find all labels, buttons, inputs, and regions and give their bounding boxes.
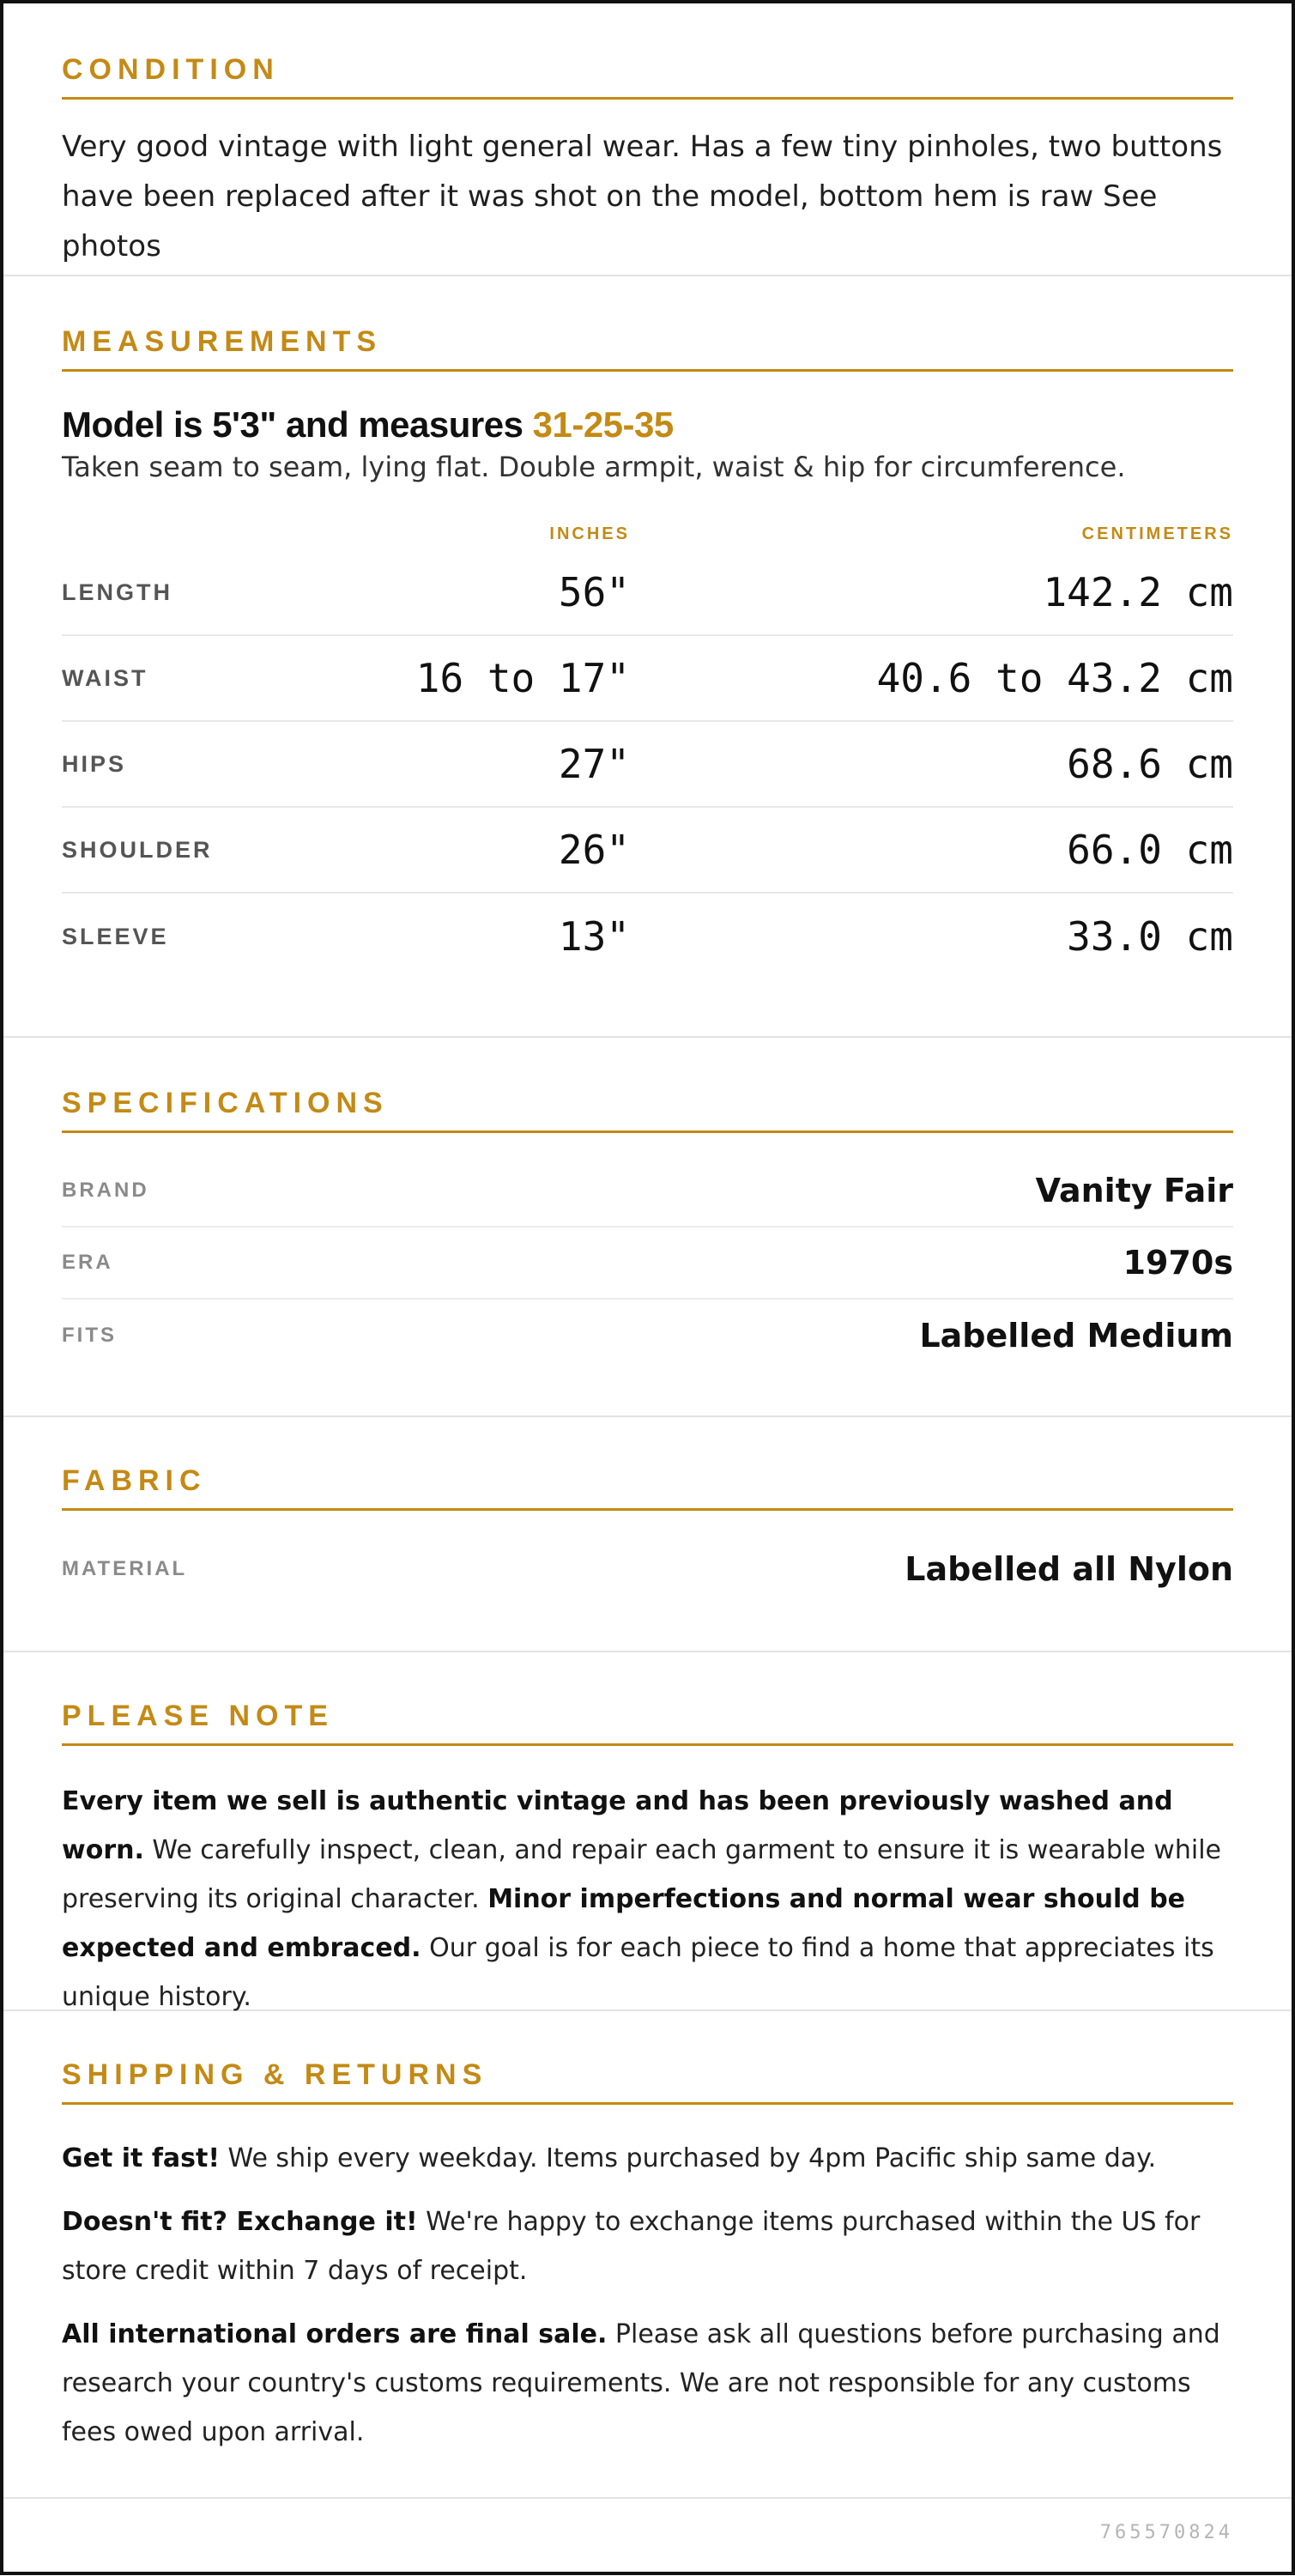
model-figure: 31-25-35	[532, 404, 674, 445]
spec-label: BRAND	[62, 1179, 149, 1202]
condition-heading: CONDITION	[62, 53, 1233, 100]
shipping-paragraph	[62, 2310, 1233, 2457]
fabric-value: Labelled all Nylon	[905, 1550, 1233, 1588]
measurements-section	[3, 276, 1292, 1038]
spec-value: 1970s	[1123, 1244, 1233, 1282]
note-text-1: We carefully inspect, clean, and repair each garment to ensure it is wearable while preserving its original character.	[62, 1835, 1221, 1914]
measurement-inches: 16 to 17"	[415, 655, 630, 701]
please-note-section	[3, 1652, 1292, 2011]
measurement-label: SHOULDER	[62, 836, 213, 863]
specifications-heading: SPECIFICATIONS	[62, 1087, 1233, 1133]
model-prefix: Model is 5'3" and measures	[62, 404, 533, 445]
shipping-text: We ship every weekday. Items purchased by 4pm Pacific ship same day.	[220, 2143, 1157, 2173]
measurements-heading: MEASUREMENTS	[62, 325, 1233, 372]
shipping-text: Please ask all questions before purchasing and research your country's customs requirements. We are not responsible for any customs fees owed upon arrival.	[62, 2319, 1220, 2447]
shipping-paragraph	[62, 2197, 1233, 2295]
specifications-section	[3, 1038, 1292, 1417]
spec-value: Vanity Fair	[1035, 1172, 1233, 1209]
spec-row-era	[62, 1227, 1233, 1300]
note-text-2: Our goal is for each piece to find a home that appreciates its unique history.	[62, 1933, 1214, 2012]
fabric-list	[62, 1533, 1233, 1605]
spec-label: FITS	[62, 1324, 117, 1347]
measurement-note: Taken seam to seam, lying flat. Double armpit, waist & hip for circumference.	[62, 451, 1126, 483]
model-measurements	[62, 404, 1233, 445]
note-bold-2: Minor imperfections and normal wear should be expected and embraced.	[62, 1884, 1186, 1963]
measurement-inches: 56"	[558, 569, 630, 615]
measurement-inches: 26"	[558, 827, 630, 873]
measurements-table-header	[62, 518, 1233, 550]
measurement-cm: 33.0 cm	[1067, 913, 1233, 960]
measurements-table	[62, 518, 1233, 979]
note-bold-1: Every item we sell is authentic vintage and has been previously washed and worn.	[62, 1786, 1173, 1865]
spec-value: Labelled Medium	[919, 1317, 1233, 1355]
shipping-paragraph	[62, 2134, 1233, 2183]
measurement-inches: 13"	[558, 913, 630, 960]
measurement-cm: 40.6 to 43.2 cm	[876, 655, 1233, 701]
condition-section	[3, 3, 1292, 276]
spec-label: ERA	[62, 1251, 113, 1274]
condition-text: Very good vintage with light general wear. Has a few tiny pinholes, two buttons have been replaced after it was shot on the model, bottom hem is raw See photos	[62, 130, 1223, 264]
fabric-label: MATERIAL	[62, 1557, 188, 1580]
spec-row-fits	[62, 1300, 1233, 1372]
centimeters-column-header: CENTIMETERS	[1081, 524, 1233, 543]
measurement-row-sleeve	[62, 894, 1233, 979]
please-note-text	[62, 1777, 1233, 2021]
product-id: 765570824	[1099, 2522, 1233, 2543]
specifications-list	[62, 1155, 1233, 1372]
measurement-label: SLEEVE	[62, 923, 169, 949]
please-note-heading: PLEASE NOTE	[62, 1700, 1233, 1746]
shipping-returns-section	[3, 2011, 1292, 2499]
inches-column-header: INCHES	[549, 524, 630, 543]
fabric-row-material	[62, 1533, 1233, 1605]
fabric-heading: FABRIC	[62, 1464, 1233, 1511]
shipping-heading: SHIPPING & RETURNS	[62, 2058, 1233, 2105]
measurement-cm: 66.0 cm	[1067, 827, 1233, 873]
measurement-cm: 68.6 cm	[1067, 741, 1233, 787]
shipping-bold: Get it fast!	[62, 2143, 220, 2173]
shipping-bold: All international orders are final sale.	[62, 2319, 608, 2349]
measurement-label: LENGTH	[62, 579, 172, 605]
measurement-label: WAIST	[62, 664, 148, 691]
shipping-text: We're happy to exchange items purchased within the US for store credit within 7 days of receipt.	[62, 2207, 1201, 2286]
shipping-bold: Doesn't fit? Exchange it!	[62, 2207, 418, 2237]
measurement-row-shoulder	[62, 808, 1233, 894]
measurement-label: HIPS	[62, 750, 127, 777]
measurement-inches: 27"	[558, 741, 630, 787]
footer	[3, 2499, 1292, 2576]
measurement-cm: 142.2 cm	[1043, 569, 1233, 615]
shipping-paragraphs	[62, 2134, 1233, 2457]
measurement-row-hips	[62, 722, 1233, 808]
measurement-row-waist	[62, 636, 1233, 722]
fabric-section	[3, 1417, 1292, 1652]
spec-row-brand	[62, 1155, 1233, 1227]
measurement-row-length	[62, 550, 1233, 636]
